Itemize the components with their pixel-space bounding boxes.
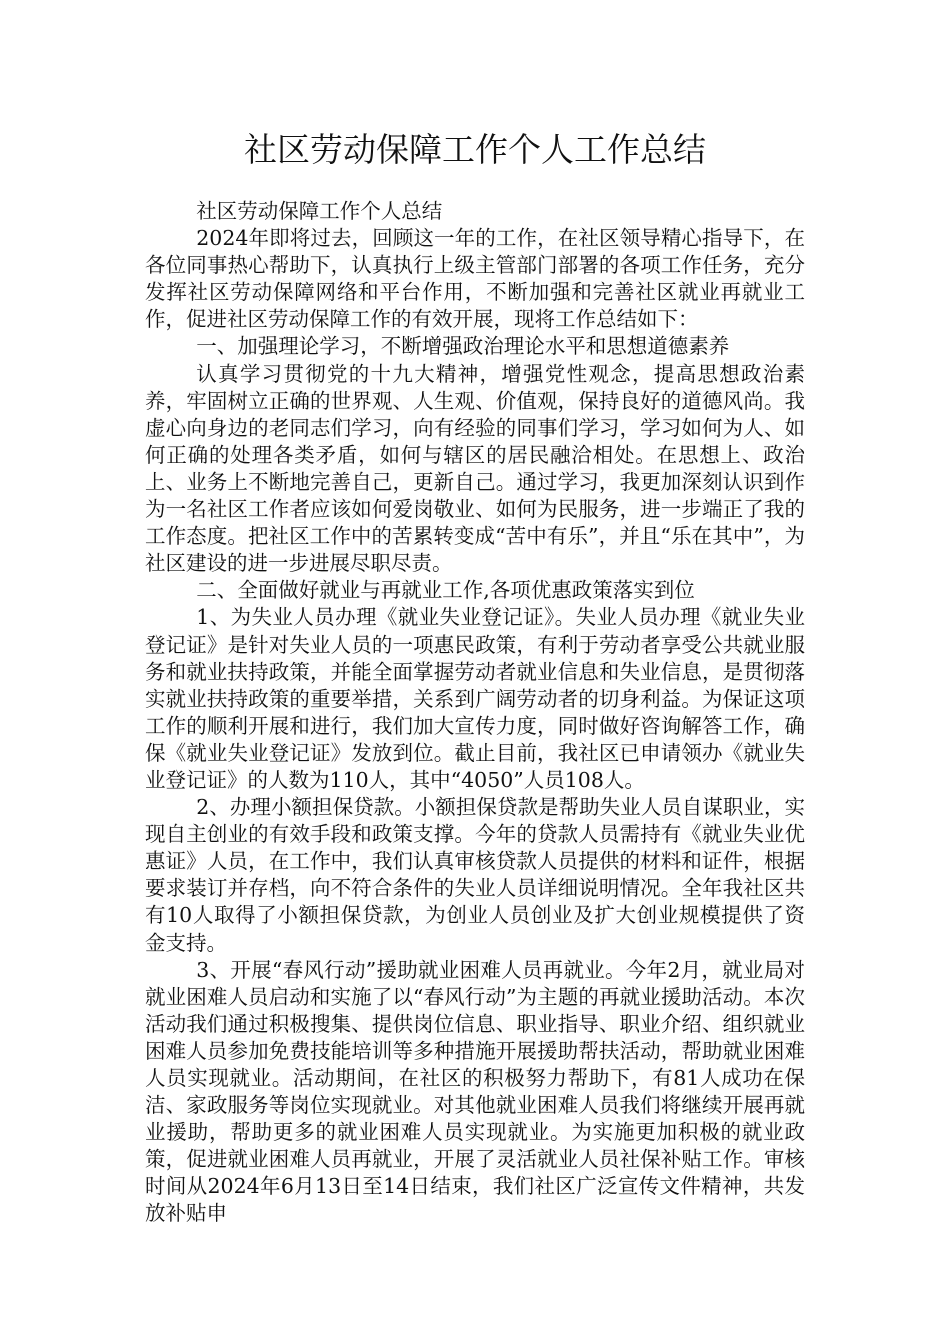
paragraph-item-1: 1、为失业人员办理《就业失业登记证》。失业人员办理《就业失业登记证》是针对失业人员的一项惠民政策，有利于劳动者享受公共就业服务和就业扶持政策，并能全面掌握劳动者就业信息和失业信息，是贯彻落实就业扶持政策的重要举措，关系到广阔劳动者的切身利益。为保证这项工作的顺利开展和进行，我们加大宣传力度，同时做好咨询解答工作，确保《就业失业登记证》发放到位。截止目前，我社区已申请领办《就业失业登记证》的人数为110人，其中“4050”人员108人。 — [145, 605, 805, 792]
paragraph-study: 认真学习贯彻党的十九大精神，增强党性观念，提高思想政治素养，牢固树立正确的世界观、人生观、价值观，保持良好的道德风尚。我虚心向身边的老同志们学习，向有经验的同事们学习，学习如何为人、如何正确的处理各类矛盾，如何与辖区的居民融洽相处。在思想上、政治上、业务上不断地完善自己，更新自己。通过学习，我更加深刻认识到作为一名社区工作者应该如何爱岗敬业、如何为民服务，进一步端正了我的工作态度。把社区工作中的苦累转变成“苦中有乐”，并且“乐在其中”，为社区建设的进一步进展尽职尽责。 — [145, 361, 805, 576]
paragraph-intro: 2024年即将过去，回顾这一年的工作，在社区领导精心指导下，在各位同事热心帮助下，认真执行上级主管部门部署的各项工作任务，充分发挥社区劳动保障网络和平台作用，不断加强和完善社区就业再就业工作，促进社区劳动保障工作的有效开展，现将工作总结如下： — [145, 226, 805, 332]
document-title: 社区劳动保障工作个人工作总结 — [244, 130, 706, 169]
paragraph-item-2: 2、办理小额担保贷款。小额担保贷款是帮助失业人员自谋职业，实现自主创业的有效手段和政策支撑。今年的贷款人员需持有《就业失业优惠证》人员，在工作中，我们认真审核贷款人员提供的材料和证件，根据要求装订并存档，向不符合条件的失业人员详细说明情况。全年我社区共有10人取得了小额担保贷款，为创业人员创业及扩大创业规模提供了资金支持。 — [145, 795, 805, 955]
document-body — [145, 198, 805, 1228]
section-heading-2: 二、全面做好就业与再就业工作,各项优惠政策落实到位 — [196, 578, 695, 603]
section-heading-1: 一、加强理论学习，不断增强政治理论水平和思想道德素养 — [196, 334, 730, 359]
paragraph-item-3: 3、开展“春风行动”援助就业困难人员再就业。今年2月，就业局对就业困难人员启动和实施了以“春风行动”为主题的再就业援助活动。本次活动我们通过积极搜集、提供岗位信息、职业指导、职业介绍、组织就业困难人员参加免费技能培训等多种措施开展援助帮扶活动，帮助就业困难人员实现就业。活动期间，在社区的积极努力帮助下，有81人成功在保洁、家政服务等岗位实现就业。对其他就业困难人员我们将继续开展再就业援助，帮助更多的就业困难人员实现就业。为实施更加积极的就业政策，促进就业困难人员再就业，开展了灵活就业人员社保补贴工作。审核时间从2024年6月13日至14日结束，我们社区广泛宣传文件精神，共发放补贴申 — [145, 957, 805, 1226]
paragraph-subtitle: 社区劳动保障工作个人总结 — [196, 199, 443, 223]
